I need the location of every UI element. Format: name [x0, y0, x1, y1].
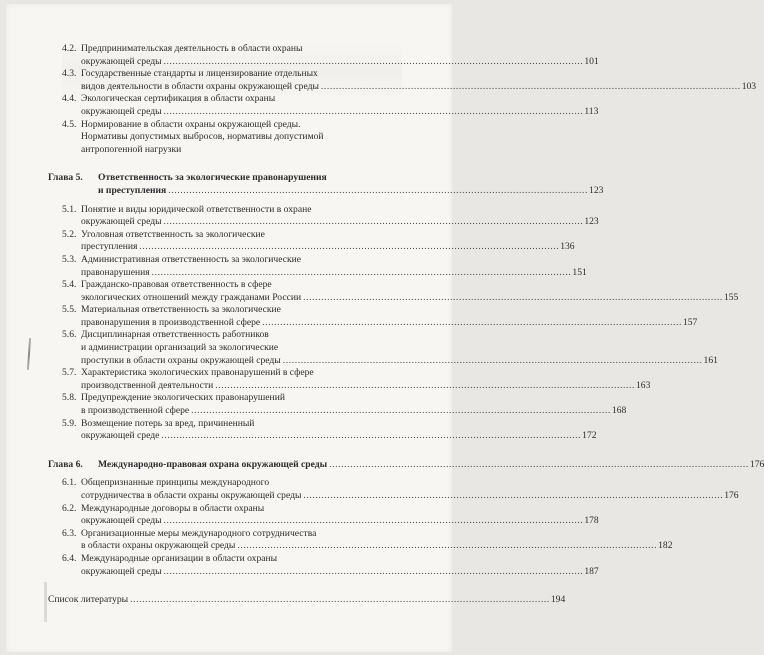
toc-section-entry [48, 43, 599, 68]
dot-leader: ............................................................................................................................................ [329, 458, 749, 470]
pencil-mark [27, 338, 31, 370]
entry-title-line: Экологическая сертификация в области охраны [81, 93, 276, 105]
toc-section-entry [48, 68, 757, 93]
entry-title-line [81, 241, 575, 254]
entry-number: 5.6. [62, 329, 77, 341]
entry-title-line [81, 405, 627, 418]
entry-title-text: окружающей среды [81, 105, 162, 117]
toc-chapter-entry [48, 458, 764, 472]
entry-title-text: правонарушения [81, 266, 150, 278]
entry-title-line [81, 80, 757, 94]
entry-title-line [81, 379, 651, 393]
entry-title-line [81, 490, 739, 503]
page-number: 176 [749, 458, 764, 470]
entry-title-line: Административная ответственность за экологические [81, 253, 302, 265]
toc-section-entry [48, 253, 587, 279]
entry-title-line: Дисциплинарная ответственность работников [81, 329, 269, 341]
toc-section-entry [48, 417, 597, 443]
page-number: 151 [572, 266, 587, 278]
entry-number: 6.4. [62, 552, 77, 564]
page-number: 155 [723, 291, 739, 303]
entry-gap [48, 443, 406, 459]
entry-number: 4.4. [62, 93, 77, 105]
entry-title-text: правонарушения в производственной сфере [81, 316, 261, 328]
entry-gap [48, 156, 406, 172]
entry-title-line: Возмещение потерь за вред, причиненный [81, 417, 255, 429]
dot-leader: ............................................................................................................................................ [237, 540, 658, 552]
dot-leader: ............................................................................................................................................ [163, 216, 584, 228]
page-number: 182 [658, 540, 673, 552]
dot-leader: ............................................................................................................................................ [161, 430, 582, 442]
entry-title-line [98, 184, 604, 198]
toc-section-entry [48, 367, 651, 392]
entry-number: 6.2. [62, 502, 77, 514]
entry-title-line: Международные организации в области охраны [81, 552, 278, 564]
entry-title-text: Список литературы [48, 594, 129, 606]
dot-leader: ............................................................................................................................................ [151, 266, 572, 278]
page-number: 101 [584, 55, 599, 67]
toc-section-entry [48, 119, 406, 157]
page-number: 178 [584, 515, 599, 527]
entry-number: 5.1. [62, 203, 77, 215]
page-number: 157 [682, 316, 698, 328]
toc-section-entry [48, 502, 599, 528]
entry-title-line [81, 266, 587, 280]
entry-number: 4.5. [62, 118, 77, 130]
toc-section-entry [48, 304, 698, 329]
entry-title-line [81, 515, 599, 528]
entry-title-text: сотрудничества в области охраны окружающей среды [81, 490, 302, 501]
dot-leader: ............................................................................................................................................ [215, 379, 635, 391]
dot-leader: ............................................................................................................................................ [191, 405, 611, 417]
page-number: 113 [584, 105, 599, 117]
page-number: 194 [550, 594, 566, 606]
entry-number: 5.4. [62, 279, 77, 291]
entry-number: 5.5. [62, 304, 77, 316]
entry-title-text: производственной деятельности [81, 379, 214, 391]
page-number: 168 [611, 405, 627, 417]
entry-title-text: и преступления [98, 184, 167, 196]
toc-section-entry [48, 228, 575, 254]
dot-leader: ............................................................................................................................................ [282, 354, 703, 366]
toc-section-entry [48, 477, 739, 502]
entry-title-line: Нормирование в области охраны окружающей среды. [81, 118, 301, 130]
entry-title-line: и администрации организаций за экологические [81, 342, 279, 354]
entry-title-line: Материальная ответственность за экологические [81, 304, 281, 316]
entry-title-line: Уголовная ответственность за экологические [81, 228, 265, 240]
toc-chapter-entry [48, 172, 604, 197]
entry-title-line [81, 291, 739, 305]
entry-title-line: Государственные стандарты и лицензирование отдельных [81, 68, 318, 80]
entry-number: 6.3. [62, 527, 77, 539]
entry-title-line: антропогенной нагрузки [81, 143, 182, 155]
entry-title-line: Ответственность за экологические правонарушения [98, 172, 327, 184]
entry-title-line [48, 594, 566, 607]
entry-title-line [81, 565, 599, 579]
dot-leader: ............................................................................................................................................ [303, 291, 723, 303]
entry-gap [48, 578, 406, 594]
toc-section-entry [48, 279, 739, 304]
entry-title-line [81, 540, 673, 553]
entry-number: 5.8. [62, 392, 77, 404]
dot-leader: ............................................................................................................................................ [163, 55, 584, 67]
page-number: 176 [724, 490, 739, 501]
page-number: 163 [636, 379, 651, 391]
dot-leader: ............................................................................................................................................ [168, 184, 589, 196]
table-of-contents [48, 43, 764, 607]
entry-number: 5.9. [62, 417, 77, 429]
entry-number: 5.2. [62, 228, 77, 240]
entry-title-text: в производственной сфере [81, 405, 190, 417]
page-number: 136 [560, 241, 575, 253]
page-number: 103 [741, 80, 757, 92]
entry-title-text: в области охраны окружающей среды [81, 540, 236, 552]
page-number: 123 [589, 184, 604, 196]
entry-number: Глава 5. [48, 172, 83, 184]
entry-title-text: окружающей среды [81, 55, 162, 67]
dot-leader: ............................................................................................................................................ [163, 565, 584, 577]
entry-title-line: Предупреждение экологических правонарушений [81, 392, 285, 404]
entry-title-line [81, 430, 597, 443]
entry-title-line [81, 354, 718, 368]
entry-number: 4.2. [62, 43, 77, 54]
entry-title-text: окружающей среде [81, 430, 160, 442]
toc-bibliography-entry [48, 594, 566, 607]
toc-section-entry [48, 392, 627, 417]
show-through-mark [44, 582, 47, 622]
toc-section-entry [48, 203, 599, 229]
entry-title-line [81, 316, 698, 330]
toc-section-entry [48, 552, 599, 578]
entry-title-text: преступления [81, 241, 138, 253]
entry-title-line [81, 216, 599, 229]
entry-title-line: Организационные меры международного сотрудничества [81, 527, 317, 539]
dot-leader: ............................................................................................................................................ [163, 515, 584, 527]
entry-title-line [81, 55, 599, 69]
dot-leader: ............................................................................................................................................ [130, 594, 550, 606]
entry-title-line [81, 105, 599, 119]
page-number: 187 [584, 565, 599, 577]
entry-title-text: видов деятельности в области охраны окружающей среды [81, 80, 319, 92]
dot-leader: ............................................................................................................................................ [139, 241, 560, 253]
toc-section-entry [48, 527, 673, 553]
entry-title-line: Характеристика экологических правонарушений в сфере [81, 367, 314, 379]
dot-leader: ............................................................................................................................................ [303, 490, 724, 501]
entry-title-text: окружающей среды [81, 515, 162, 527]
entry-title-text: окружающей среды [81, 216, 162, 228]
page-number: 161 [703, 354, 718, 366]
entry-title-text: окружающей среды [81, 565, 162, 577]
entry-title-line: Нормативы допустимых выбросов, нормативы допустимой [81, 131, 324, 143]
entry-title-line: Предпринимательская деятельность в области охраны [81, 43, 303, 54]
entry-title-line [98, 458, 764, 472]
dot-leader: ............................................................................................................................................ [320, 80, 741, 92]
entry-title-text: Международно-правовая охрана окружающей среды [98, 458, 328, 470]
entry-number: 5.7. [62, 367, 77, 379]
toc-section-entry [48, 329, 718, 367]
toc-section-entry [48, 93, 599, 118]
entry-title-line: Понятие и виды юридической ответственности в охране [81, 203, 312, 215]
entry-number: 5.3. [62, 253, 77, 265]
dot-leader: ............................................................................................................................................ [262, 316, 682, 328]
entry-title-line: Гражданско-правовая ответственность в сфере [81, 279, 272, 291]
entry-number: 6.1. [62, 477, 77, 489]
entry-title-text: экологических отношений между гражданами России [81, 291, 302, 303]
entry-title-text: проступки в области охраны окружающей среды [81, 354, 281, 366]
dot-leader: ............................................................................................................................................ [163, 105, 584, 117]
page-number: 123 [584, 216, 599, 228]
page-number: 172 [582, 430, 597, 442]
entry-title-line: Общепризнанные принципы международного [81, 477, 270, 489]
entry-number: Глава 6. [48, 458, 83, 470]
entry-title-line: Международные договоры в области охраны [81, 502, 265, 514]
entry-number: 4.3. [62, 68, 77, 80]
